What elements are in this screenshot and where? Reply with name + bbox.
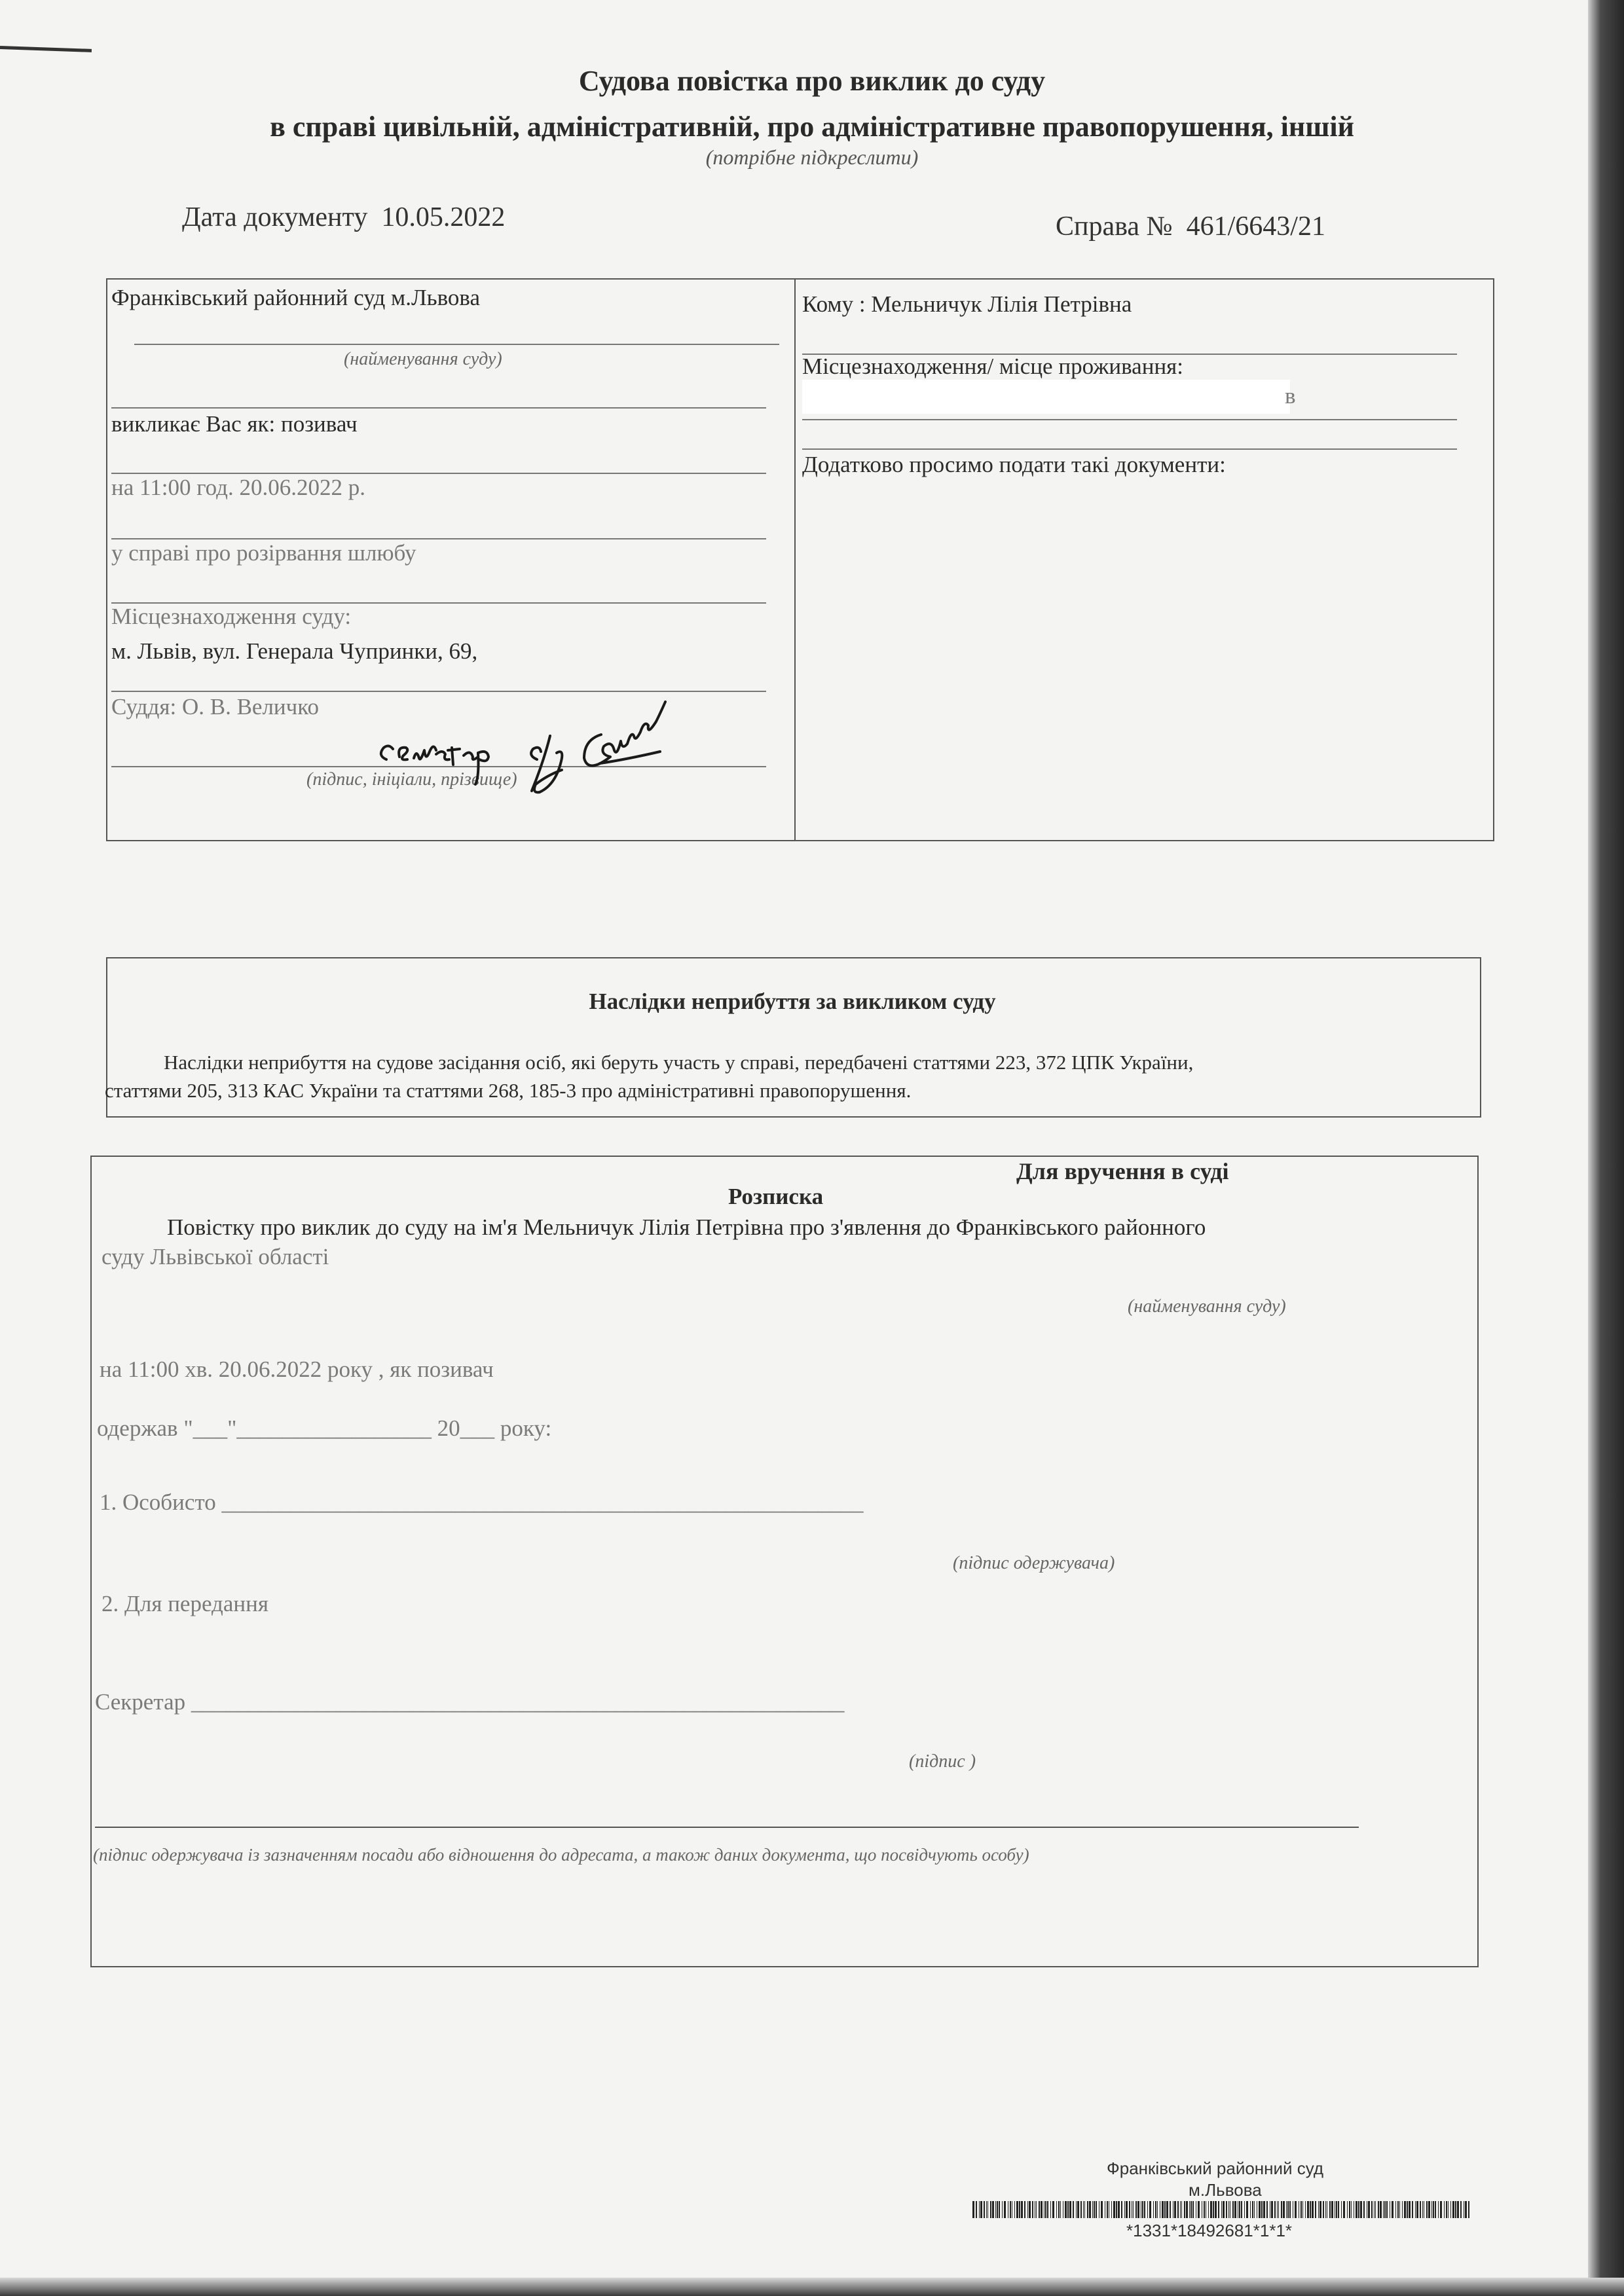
barcode-bar	[1426, 2201, 1428, 2218]
barcode-bar	[1147, 2201, 1148, 2218]
barcode-bar	[1351, 2201, 1352, 2218]
documents-divider	[802, 448, 1457, 450]
barcode-bar	[1338, 2201, 1339, 2218]
row-divider-3	[111, 538, 766, 539]
barcode-bar	[1137, 2201, 1139, 2218]
barcode-bar	[1433, 2201, 1434, 2218]
barcode-bar	[990, 2201, 991, 2218]
barcode-bar	[1302, 2201, 1303, 2218]
barcode-bar	[1420, 2201, 1421, 2218]
barcode-bar	[1392, 2201, 1393, 2218]
barcode-bar	[1386, 2201, 1388, 2218]
barcode-bar	[1121, 2201, 1122, 2218]
barcode-bar	[1129, 2201, 1130, 2218]
barcode-bar	[1213, 2201, 1214, 2218]
barcode-bar	[1027, 2201, 1028, 2218]
barcode-bar	[1261, 2201, 1263, 2218]
barcode-bar	[1083, 2201, 1084, 2218]
receipt-time: на 11:00 хв. 20.06.2022 року , як позивач	[100, 1357, 494, 1382]
barcode-bar	[1246, 2201, 1248, 2218]
for-court-delivery: Для вручення в суді	[1016, 1158, 1229, 1184]
barcode-bar	[1153, 2201, 1154, 2218]
court-location-value: м. Львів, вул. Генерала Чупринки, 69,	[111, 638, 478, 664]
receipt-court-caption: (найменування суду)	[1128, 1296, 1286, 1317]
barcode-bar	[1045, 2201, 1046, 2218]
document-subtitle: в справі цивільній, адміністративній, про адміністративне правопорушення, іншій	[270, 111, 1354, 143]
barcode-bar	[1101, 2201, 1103, 2218]
barcode-bar	[1016, 2201, 1018, 2218]
barcode-bar	[1164, 2201, 1166, 2218]
barcode-bar	[1305, 2201, 1306, 2218]
barcode-bar	[1060, 2201, 1061, 2218]
barcode-bar	[1341, 2201, 1342, 2218]
barcode-bar	[1223, 2201, 1225, 2218]
barcode-bar	[1289, 2201, 1291, 2218]
receipt-text-1: Повістку про виклик до суду на ім'я Мельничук Лілія Петрівна про з'явлення до Франківського районного	[167, 1214, 1206, 1240]
scan-bottom-edge	[0, 2278, 1624, 2296]
barcode-bar	[1089, 2201, 1091, 2218]
barcode-bar	[1184, 2201, 1185, 2218]
barcode-bar	[1192, 2201, 1194, 2218]
barcode-bar	[1363, 2201, 1365, 2218]
barcode-bar	[1218, 2201, 1219, 2218]
barcode-code: *1331*18492681*1*1*	[1126, 2221, 1293, 2240]
barcode-bar	[1126, 2201, 1128, 2218]
barcode-bar	[1174, 2201, 1176, 2218]
barcode-bar	[1371, 2201, 1373, 2218]
barcode-bar	[1323, 2201, 1324, 2218]
barcode-bar	[1144, 2201, 1145, 2218]
barcode-bar	[1135, 2201, 1137, 2218]
barcode-bar	[1162, 2201, 1164, 2218]
barcode-bar	[1069, 2201, 1071, 2218]
date-value: 10.05.2022	[381, 202, 506, 232]
barcode-bar	[1286, 2201, 1287, 2218]
barcode-bar	[1232, 2201, 1234, 2218]
scan-right-edge	[1588, 0, 1624, 2296]
barcode-bar	[1157, 2201, 1158, 2218]
secretary-line: Секретар _________________________________________________________	[95, 1689, 845, 1715]
barcode-bar	[1301, 2201, 1302, 2218]
barcode-bar	[1287, 2201, 1289, 2218]
barcode-bar	[1198, 2201, 1200, 2218]
barcode-bar	[1239, 2201, 1240, 2218]
barcode-bar	[1036, 2201, 1037, 2218]
barcode-bar	[1252, 2201, 1253, 2218]
barcode-bar	[1116, 2201, 1117, 2218]
barcode-bar	[1448, 2201, 1449, 2218]
received-date-line: одержав "___"_________________ 20___ року:	[97, 1415, 552, 1441]
barcode-bar	[984, 2201, 985, 2218]
date-label: Дата документу	[182, 202, 368, 232]
barcode-bar	[987, 2201, 988, 2218]
barcode-bar	[1277, 2201, 1278, 2218]
address-tail: в	[1285, 383, 1296, 409]
document-date	[182, 202, 505, 233]
barcode-bar	[1107, 2201, 1108, 2218]
barcode-bar	[1014, 2201, 1015, 2218]
barcode-bar	[1444, 2201, 1445, 2218]
barcode-bar	[1050, 2201, 1051, 2218]
barcode-bar	[1360, 2201, 1362, 2218]
barcode-bar	[1281, 2201, 1282, 2218]
barcode-bar	[1073, 2201, 1074, 2218]
barcode-bar	[1155, 2201, 1156, 2218]
barcode-bar	[980, 2201, 982, 2218]
barcode	[972, 2201, 1473, 2218]
barcode-bar	[1032, 2201, 1033, 2218]
recipient-signature-caption: (підпис одержувача)	[953, 1553, 1115, 1573]
barcode-bar	[1254, 2201, 1255, 2218]
personal-receipt-line: 1. Особисто ________________________________________________________	[100, 1489, 864, 1515]
case-label: Справа №	[1056, 211, 1173, 242]
barcode-bar	[1094, 2201, 1095, 2218]
barcode-bar	[1452, 2201, 1454, 2218]
barcode-bar	[1002, 2201, 1003, 2218]
barcode-bar	[1468, 2201, 1469, 2218]
case-value: 461/6643/21	[1186, 211, 1325, 242]
barcode-bar	[1440, 2201, 1442, 2218]
barcode-bar	[1278, 2201, 1279, 2218]
barcode-bar	[1409, 2201, 1411, 2218]
transfer-line: 2. Для передання	[101, 1591, 268, 1616]
barcode-bar	[1446, 2201, 1447, 2218]
barcode-bar	[1004, 2201, 1006, 2218]
stamp-court-name: Франківський районний суд	[1107, 2159, 1324, 2178]
address-underline	[802, 419, 1457, 420]
stamp-city: м.Львова	[1189, 2180, 1262, 2200]
barcode-bar	[1455, 2201, 1456, 2218]
barcode-bar	[1271, 2201, 1273, 2218]
row-divider-1	[111, 407, 766, 409]
barcode-bar	[1186, 2201, 1188, 2218]
barcode-bar	[1228, 2201, 1229, 2218]
barcode-bar	[1295, 2201, 1297, 2218]
barcode-bar	[972, 2201, 974, 2218]
hearing-time: на 11:00 год. 20.06.2022 р.	[111, 475, 365, 500]
barcode-bar	[1204, 2201, 1205, 2218]
barcode-bar	[1312, 2201, 1314, 2218]
court-caption: (найменування суду)	[344, 349, 502, 369]
barcode-bar	[1241, 2201, 1242, 2218]
barcode-bar	[1368, 2201, 1370, 2218]
barcode-bar	[1349, 2201, 1350, 2218]
barcode-bar	[1149, 2201, 1151, 2218]
barcode-bar	[1118, 2201, 1120, 2218]
barcode-bar	[999, 2201, 1000, 2218]
barcode-bar	[1087, 2201, 1088, 2218]
court-location-label: Місцезнаходження суду:	[111, 604, 352, 629]
barcode-bar	[1215, 2201, 1217, 2218]
consequences-title: Наслідки неприбуття за викликом суду	[589, 989, 996, 1014]
barcode-bar	[1343, 2201, 1345, 2218]
barcode-bar	[1457, 2201, 1459, 2218]
barcode-bar	[1397, 2201, 1399, 2218]
barcode-bar	[1374, 2201, 1375, 2218]
barcode-bar	[1416, 2201, 1418, 2218]
barcode-bar	[1113, 2201, 1115, 2218]
barcode-bar	[1010, 2201, 1011, 2218]
court-name: Франківський районний суд м.Львова	[111, 285, 481, 310]
barcode-bar	[1422, 2201, 1423, 2218]
barcode-bar	[1318, 2201, 1319, 2218]
barcode-bar	[1431, 2201, 1432, 2218]
barcode-bar	[1331, 2201, 1333, 2218]
receipt-text-2: суду Львівської області	[101, 1244, 329, 1269]
recipient-details-caption: (підпис одержувача із зазначенням посади або відношення до адресата, а також даних документа, що посвідчують особу)	[93, 1845, 1029, 1865]
case-subject: у справі про розірвання шлюбу	[111, 540, 416, 566]
barcode-bar	[1041, 2201, 1043, 2218]
barcode-bar	[1465, 2201, 1467, 2218]
barcode-bar	[1080, 2201, 1082, 2218]
barcode-bar	[1021, 2201, 1023, 2218]
documents-request: Додатково просимо подати такі документи:	[802, 452, 1226, 477]
summons-table-divider	[794, 278, 796, 841]
barcode-bar	[1320, 2201, 1321, 2218]
barcode-bar	[1096, 2201, 1097, 2218]
barcode-bar	[1076, 2201, 1077, 2218]
handwritten-signature	[373, 687, 792, 812]
recipient-name: Кому : Мельничук Лілія Петрівна	[802, 291, 1132, 317]
document-title: Судова повістка про виклик до суду	[578, 65, 1046, 97]
barcode-bar	[1024, 2201, 1025, 2218]
barcode-bar	[1170, 2201, 1171, 2218]
barcode-bar	[1058, 2201, 1060, 2218]
barcode-bar	[1221, 2201, 1222, 2218]
barcode-bar	[1380, 2201, 1382, 2218]
redacted-address	[802, 380, 1290, 414]
barcode-bar	[1329, 2201, 1331, 2218]
barcode-bar	[1428, 2201, 1430, 2218]
barcode-bar	[1399, 2201, 1400, 2218]
barcode-bar	[1077, 2201, 1079, 2218]
address-label: Місцезнаходження/ місце проживання:	[802, 354, 1183, 379]
barcode-bar	[1383, 2201, 1384, 2218]
barcode-bar	[1274, 2201, 1276, 2218]
recipient-details-underline	[95, 1827, 1359, 1828]
barcode-bar	[1047, 2201, 1048, 2218]
barcode-bar	[1384, 2201, 1386, 2218]
barcode-bar	[1266, 2201, 1268, 2218]
underline-note: (потрібне підкреслити)	[705, 145, 919, 169]
barcode-bar	[976, 2201, 977, 2218]
summons-role: викликає Вас як: позивач	[111, 411, 358, 437]
barcode-bar	[1263, 2201, 1265, 2218]
barcode-bar	[1065, 2201, 1067, 2218]
consequences-text-2: статтями 205, 313 КАС України та статтями 268, 185-3 про адміністративні правопорушення.	[105, 1079, 912, 1102]
barcode-bar	[1180, 2201, 1181, 2218]
barcode-bar	[1234, 2201, 1236, 2218]
barcode-bar	[1307, 2201, 1309, 2218]
signature-caption: (підпис, ініціали, прізвище)	[306, 769, 517, 790]
barcode-bar	[1166, 2201, 1168, 2218]
case-number	[1056, 211, 1325, 242]
barcode-bar	[1039, 2201, 1040, 2218]
barcode-bar	[1315, 2201, 1316, 2218]
barcode-bar	[1226, 2201, 1227, 2218]
scan-corner-mark	[0, 46, 92, 52]
barcode-bar	[997, 2201, 998, 2218]
barcode-bar	[1092, 2201, 1093, 2218]
barcode-bar	[1460, 2201, 1462, 2218]
barcode-bar	[1181, 2201, 1182, 2218]
barcode-bar	[1412, 2201, 1413, 2218]
barcode-bar	[1056, 2201, 1057, 2218]
secretary-signature-caption: (підпис )	[909, 1751, 976, 1772]
consequences-text-1: Наслідки неприбуття на судове засідання осіб, які беруть участь у справі, передбачені статтями 223, 372 ЦПК України,	[164, 1051, 1194, 1074]
barcode-bar	[1019, 2201, 1020, 2218]
barcode-bar	[1358, 2201, 1359, 2218]
barcode-bar	[1029, 2201, 1031, 2218]
barcode-bar	[995, 2201, 996, 2218]
barcode-bar	[1450, 2201, 1451, 2218]
barcode-bar	[1283, 2201, 1285, 2218]
barcode-bar	[1142, 2201, 1143, 2218]
barcode-bar	[1250, 2201, 1251, 2218]
row-divider-2	[111, 473, 766, 474]
barcode-bar	[992, 2201, 994, 2218]
barcode-bar	[1244, 2201, 1245, 2218]
barcode-bar	[1111, 2201, 1112, 2218]
barcode-bar	[1435, 2201, 1436, 2218]
court-name-underline	[134, 344, 779, 345]
receipt-title: Розписка	[728, 1184, 824, 1209]
barcode-bar	[1402, 2201, 1403, 2218]
barcode-bar	[979, 2201, 980, 2218]
barcode-bar	[1177, 2201, 1179, 2218]
judge-name: Суддя: О. В. Величко	[111, 694, 319, 720]
barcode-bar	[1310, 2201, 1311, 2218]
barcode-bar	[1084, 2201, 1085, 2218]
barcode-bar	[1208, 2201, 1209, 2218]
barcode-bar	[1124, 2201, 1125, 2218]
barcode-bar	[1347, 2201, 1348, 2218]
barcode-bar	[1356, 2201, 1357, 2218]
barcode-bar	[1190, 2201, 1192, 2218]
barcode-bar	[986, 2201, 987, 2218]
barcode-bar	[1259, 2201, 1261, 2218]
barcode-bar	[1375, 2201, 1376, 2218]
barcode-bar	[1404, 2201, 1406, 2218]
barcode-bar	[1210, 2201, 1212, 2218]
barcode-bar	[1395, 2201, 1396, 2218]
barcode-bar	[1415, 2201, 1416, 2218]
barcode-bar	[1378, 2201, 1379, 2218]
barcode-bar	[1336, 2201, 1337, 2218]
barcode-bar	[1189, 2201, 1190, 2218]
barcode-bar	[1325, 2201, 1326, 2218]
barcode-bar	[1067, 2201, 1069, 2218]
barcode-bar	[1407, 2201, 1408, 2218]
barcode-bar	[1133, 2201, 1134, 2218]
barcode-bar	[1438, 2201, 1439, 2218]
barcode-bar	[1052, 2201, 1054, 2218]
